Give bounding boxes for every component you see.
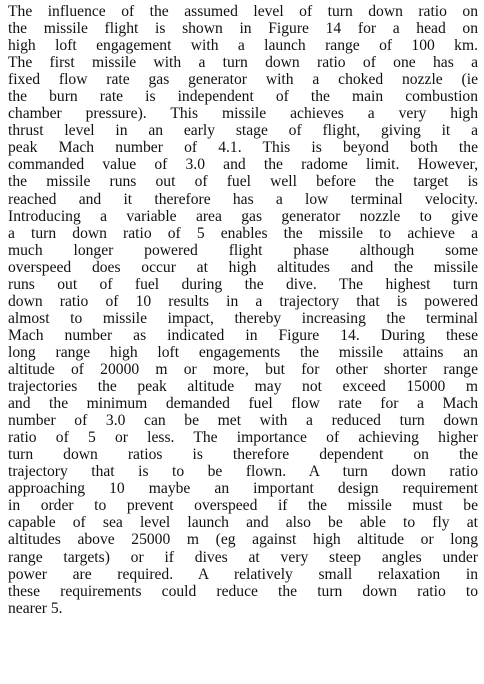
text-line: runs out of fuel during the dive. The highest turn [8, 275, 478, 293]
text-line: the missile flight is shown in Figure 14 for a head on [8, 20, 478, 38]
text-line: much longer powered flight phase although some [8, 241, 478, 259]
text-line: capable of sea level launch and also be able to fly at [8, 514, 478, 532]
text-line: trajectory that is to be flown. A turn down ratio [8, 463, 478, 481]
body-paragraph [8, 3, 478, 617]
text-line: number of 3.0 can be met with a reduced turn down [8, 412, 478, 430]
text-line: long range high loft engagements the missile attains an [8, 343, 478, 361]
text-line: high loft engagement with a launch range of 100 km. [8, 37, 478, 55]
text-line: nearer 5. [8, 599, 63, 617]
text-line: down ratio of 10 results in a trajectory that is powered [8, 292, 478, 310]
text-line: altitudes above 25000 m (eg against high altitude or long [8, 531, 478, 549]
text-line: these requirements could reduce the turn down ratio to [8, 582, 478, 600]
text-line: fixed flow rate gas generator with a choked nozzle (ie [8, 71, 478, 89]
text-line: range targets) or if dives at very steep angles under [8, 548, 478, 566]
text-line: turn down ratios is therefore dependent on the [8, 446, 478, 464]
text-line: Introducing a variable area gas generator nozzle to give [8, 207, 478, 225]
text-line: reached and it therefore has a low terminal velocity. [8, 190, 478, 208]
text-line: a turn down ratio of 5 enables the missile to achieve a [8, 224, 478, 242]
text-line: Mach number as indicated in Figure 14. During these [8, 326, 478, 344]
text-line: almost to missile impact, thereby increasing the terminal [8, 309, 478, 327]
text-line: The influence of the assumed level of turn down ratio on [8, 3, 478, 20]
text-line: commanded value of 3.0 and the radome limit. However, [8, 156, 478, 174]
text-line: in order to prevent overspeed if the missile must be [8, 497, 478, 515]
text-line: power are required. A relatively small relaxation in [8, 565, 478, 583]
text-line: chamber pressure). This missile achieves a very high [8, 105, 478, 123]
text-line: and the minimum demanded fuel flow rate for a Mach [8, 395, 478, 413]
text-line: ratio of 5 or less. The importance of achieving higher [8, 429, 478, 447]
text-line: overspeed does occur at high altitudes and the missile [8, 258, 478, 276]
text-line: the missile runs out of fuel well before the target is [8, 173, 478, 191]
text-line: The first missile with a turn down ratio of one has a [8, 54, 478, 72]
text-line: approaching 10 maybe an important design requirement [8, 480, 478, 498]
text-line: trajectories the peak altitude may not exceed 15000 m [8, 378, 478, 396]
text-line: the burn rate is independent of the main combustion [8, 88, 478, 106]
text-line: thrust level in an early stage of flight, giving it a [8, 122, 478, 140]
text-line: peak Mach number of 4.1. This is beyond both the [8, 139, 478, 157]
text-line: altitude of 20000 m or more, but for other shorter range [8, 360, 478, 378]
